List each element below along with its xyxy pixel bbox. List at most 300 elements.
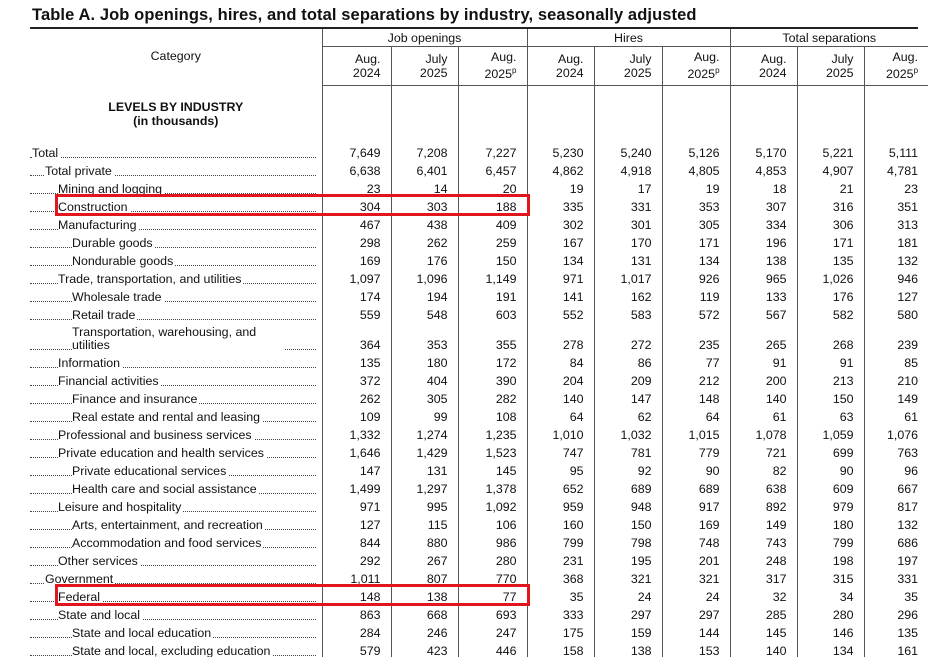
value-cell: 668 [391,604,458,622]
column-header-period: Aug. [761,52,787,66]
row-label-text: Trade, transportation, and utilities [58,272,242,286]
value-cell: 34 [797,586,864,604]
row-label-text: Financial activities [58,374,159,388]
value-cell: 95 [527,460,594,478]
column-header-year-value: 2025 [886,67,914,82]
value-cell: 971 [527,268,594,286]
column-header-year [459,64,517,81]
column-header-year [595,66,652,80]
value-cell: 35 [527,586,594,604]
row-label [30,232,322,250]
value-cell: 132 [864,250,928,268]
value-cell: 699 [797,442,864,460]
value-cell: 278 [527,322,594,352]
value-cell: 268 [797,322,864,352]
row-label [30,406,322,424]
table-body [30,86,928,657]
value-cell: 1,078 [730,424,797,442]
value-cell: 1,017 [594,268,662,286]
preliminary-marker: p [512,66,517,76]
row-label-text: Finance and insurance [72,392,198,406]
data-table [30,29,928,657]
value-cell: 140 [730,640,797,657]
row-label-text: Real estate and rental and leasing [72,410,261,424]
value-cell: 307 [730,196,797,214]
value-cell: 721 [730,442,797,460]
row-label [30,388,322,406]
value-cell: 265 [730,322,797,352]
column-header-year-value: 2024 [758,66,787,80]
value-cell: 32 [730,586,797,604]
value-cell: 305 [662,214,730,232]
value-cell: 965 [730,268,797,286]
value-cell: 23 [322,178,391,196]
table-row [30,286,928,304]
value-cell: 127 [322,514,391,532]
value-cell: 1,092 [458,496,527,514]
value-cell: 77 [458,586,527,604]
value-cell: 303 [391,196,458,214]
value-cell: 195 [594,550,662,568]
value-cell: 109 [322,406,391,424]
column-header [730,47,797,86]
value-cell: 212 [662,370,730,388]
value-cell: 201 [662,550,730,568]
value-cell: 372 [322,370,391,388]
table-row [30,478,928,496]
value-cell: 331 [594,196,662,214]
value-cell: 14 [391,178,458,196]
row-label [30,532,322,550]
value-cell: 292 [322,550,391,568]
value-cell: 7,227 [458,142,527,160]
row-label [30,424,322,442]
value-cell: 5,221 [797,142,864,160]
column-header-year-value: 2025 [825,66,854,80]
value-cell: 917 [662,496,730,514]
value-cell: 90 [797,460,864,478]
row-label [30,250,322,268]
row-label [30,370,322,388]
value-cell: 946 [864,268,928,286]
value-cell: 7,649 [322,142,391,160]
value-cell: 689 [594,478,662,496]
value-cell: 926 [662,268,730,286]
row-label-text: Government [45,572,114,586]
value-cell: 7,208 [391,142,458,160]
value-cell: 247 [458,622,527,640]
value-cell: 272 [594,322,662,352]
column-header-year [798,66,854,80]
value-cell: 19 [662,178,730,196]
value-cell: 971 [322,496,391,514]
table-row [30,460,928,478]
row-label [30,460,322,478]
value-cell: 446 [458,640,527,657]
value-cell: 106 [458,514,527,532]
column-header-year-value: 2024 [352,66,381,80]
value-cell: 5,230 [527,142,594,160]
row-label-text: Private educational services [72,464,227,478]
value-cell: 175 [527,622,594,640]
value-cell: 141 [527,286,594,304]
value-cell: 196 [730,232,797,250]
value-cell: 1,015 [662,424,730,442]
value-cell: 284 [322,622,391,640]
row-label-text: Construction [58,200,128,214]
row-label-text: Other services [58,554,138,568]
value-cell: 248 [730,550,797,568]
value-cell: 138 [391,586,458,604]
value-cell: 1,274 [391,424,458,442]
value-cell: 302 [527,214,594,232]
value-cell: 135 [864,622,928,640]
value-cell: 160 [527,514,594,532]
table-row [30,232,928,250]
column-header-year [865,64,919,81]
column-header [391,47,458,86]
value-cell: 4,907 [797,160,864,178]
value-cell: 807 [391,568,458,586]
value-cell: 213 [797,370,864,388]
value-cell: 180 [797,514,864,532]
value-cell: 548 [391,304,458,322]
row-label-text: Federal [58,590,101,604]
value-cell: 259 [458,232,527,250]
value-cell: 209 [594,370,662,388]
value-cell: 297 [662,604,730,622]
row-label-text: Private education and health services [58,446,264,460]
value-cell: 20 [458,178,527,196]
value-cell: 149 [730,514,797,532]
value-cell: 368 [527,568,594,586]
value-cell: 1,499 [322,478,391,496]
column-header [527,47,594,86]
value-cell: 99 [391,406,458,424]
row-label [30,214,322,232]
value-cell: 799 [797,532,864,550]
value-cell: 150 [458,250,527,268]
value-cell: 1,149 [458,268,527,286]
column-header [458,47,527,86]
value-cell: 115 [391,514,458,532]
value-cell: 280 [797,604,864,622]
row-label-text: Mining and logging [58,182,163,196]
value-cell: 844 [322,532,391,550]
row-label-text: Manufacturing [58,218,137,232]
preliminary-marker: p [715,66,720,76]
value-cell: 297 [594,604,662,622]
value-cell: 305 [391,388,458,406]
value-cell: 567 [730,304,797,322]
value-cell: 134 [797,640,864,657]
table-row [30,604,928,622]
value-cell: 149 [864,388,928,406]
value-cell: 82 [730,460,797,478]
column-header-period: July [831,52,854,66]
value-cell: 148 [322,586,391,604]
value-cell: 188 [458,196,527,214]
category-header: Category [150,49,201,63]
row-label-text: Total [32,146,59,160]
value-cell: 64 [527,406,594,424]
value-cell: 267 [391,550,458,568]
column-header-period: Aug. [355,52,381,66]
value-cell: 306 [797,214,864,232]
column-header [662,47,730,86]
value-cell: 331 [864,568,928,586]
value-cell: 197 [864,550,928,568]
value-cell: 693 [458,604,527,622]
column-header [322,47,391,86]
row-label [30,142,322,160]
value-cell: 96 [864,460,928,478]
value-cell: 148 [662,388,730,406]
row-label [30,622,322,640]
value-cell: 1,429 [391,442,458,460]
value-cell: 304 [322,196,391,214]
value-cell: 210 [864,370,928,388]
value-cell: 609 [797,478,864,496]
row-label [30,160,322,178]
value-cell: 603 [458,304,527,322]
table-row [30,442,928,460]
value-cell: 4,918 [594,160,662,178]
column-header-year-value: 2025 [419,66,448,80]
row-label [30,550,322,568]
group-header-hires: Hires [527,29,730,47]
row-label [30,268,322,286]
value-cell: 132 [864,514,928,532]
value-cell: 552 [527,304,594,322]
value-cell: 6,457 [458,160,527,178]
column-header-period: Aug. [558,52,584,66]
value-cell: 239 [864,322,928,352]
column-header-period: July [629,52,652,66]
preliminary-marker: p [913,66,919,76]
value-cell: 131 [391,460,458,478]
row-label-text: Information [58,356,120,370]
leader-dots [30,157,316,158]
value-cell: 353 [662,196,730,214]
value-cell: 153 [662,640,730,657]
value-cell: 4,853 [730,160,797,178]
column-header [864,47,928,86]
column-header-period: July [425,52,448,66]
row-label-text: Retail trade [72,308,136,322]
value-cell: 5,111 [864,142,928,160]
row-label-text: Total private [45,164,112,178]
value-cell: 135 [322,352,391,370]
column-header-period: Aug. [491,50,517,65]
value-cell: 127 [864,286,928,304]
value-cell: 1,059 [797,424,864,442]
value-cell: 1,011 [322,568,391,586]
value-cell: 748 [662,532,730,550]
value-cell: 1,332 [322,424,391,442]
column-header-period: Aug. [892,50,919,65]
value-cell: 638 [730,478,797,496]
column-header-year-value: 2025 [623,66,652,80]
value-cell: 747 [527,442,594,460]
row-label-text: Nondurable goods [72,254,174,268]
section-title: LEVELS BY INDUSTRY [108,99,244,114]
value-cell: 6,638 [322,160,391,178]
value-cell: 140 [527,388,594,406]
value-cell: 781 [594,442,662,460]
value-cell: 146 [797,622,864,640]
value-cell: 355 [458,322,527,352]
value-cell: 1,235 [458,424,527,442]
value-cell: 262 [322,388,391,406]
row-label-text: Arts, entertainment, and recreation [72,518,263,532]
value-cell: 1,032 [594,424,662,442]
row-label [30,478,322,496]
value-cell: 298 [322,232,391,250]
value-cell: 135 [797,250,864,268]
row-label [30,304,322,322]
row-label-text: Professional and business services [58,428,252,442]
column-header-year-value: 2025 [484,67,513,82]
value-cell: 161 [864,640,928,657]
row-label-text: State and local, excluding education [72,644,271,657]
value-cell: 147 [322,460,391,478]
value-cell: 191 [458,286,527,304]
row-label-text: Wholesale trade [72,290,162,304]
value-cell: 351 [864,196,928,214]
value-cell: 317 [730,568,797,586]
row-label-text: State and local education [72,626,212,640]
row-label [30,496,322,514]
value-cell: 580 [864,304,928,322]
value-cell: 390 [458,370,527,388]
value-cell: 167 [527,232,594,250]
group-header-total-separations: Total separations [730,29,928,47]
row-label [30,352,322,370]
value-cell: 231 [527,550,594,568]
value-cell: 579 [322,640,391,657]
value-cell: 180 [391,352,458,370]
value-cell: 5,240 [594,142,662,160]
value-cell: 147 [594,388,662,406]
column-header-year [392,66,448,80]
value-cell: 169 [322,250,391,268]
value-cell: 1,523 [458,442,527,460]
table-row [30,514,928,532]
value-cell: 5,126 [662,142,730,160]
table-title: Table A. Job openings, hires, and total separations by industry, seasonally adjusted [32,6,697,24]
value-cell: 198 [797,550,864,568]
row-label [30,640,322,657]
column-header-period: Aug. [694,50,720,65]
value-cell: 61 [864,406,928,424]
value-cell: 64 [662,406,730,424]
table-row [30,160,928,178]
value-cell: 353 [391,322,458,352]
column-header-year [528,66,584,80]
table-row [30,424,928,442]
value-cell: 35 [864,586,928,604]
value-cell: 880 [391,532,458,550]
value-cell: 582 [797,304,864,322]
value-cell: 817 [864,496,928,514]
value-cell: 204 [527,370,594,388]
value-cell: 21 [797,178,864,196]
value-cell: 235 [662,322,730,352]
table-row [30,640,928,657]
row-label [30,322,322,352]
value-cell: 63 [797,406,864,424]
table-row [30,550,928,568]
value-cell: 145 [458,460,527,478]
table-row [30,250,928,268]
value-cell: 1,646 [322,442,391,460]
highlight-box [55,584,530,606]
value-cell: 119 [662,286,730,304]
value-cell: 91 [730,352,797,370]
row-label-text: State and local [58,608,140,622]
value-cell: 986 [458,532,527,550]
column-header-year [731,66,787,80]
highlight-box [55,194,530,216]
value-cell: 19 [527,178,594,196]
value-cell: 144 [662,622,730,640]
value-cell: 313 [864,214,928,232]
value-cell: 779 [662,442,730,460]
value-cell: 285 [730,604,797,622]
value-cell: 91 [797,352,864,370]
table-row [30,532,928,550]
value-cell: 1,096 [391,268,458,286]
value-cell: 995 [391,496,458,514]
value-cell: 423 [391,640,458,657]
row-label-text: Transportation, warehousing, and utilities [72,326,284,352]
value-cell: 246 [391,622,458,640]
table-row [30,352,928,370]
value-cell: 181 [864,232,928,250]
column-header [797,47,864,86]
value-cell: 138 [730,250,797,268]
value-cell: 1,026 [797,268,864,286]
row-label [30,442,322,460]
value-cell: 1,010 [527,424,594,442]
section-subtitle: (in thousands) [133,113,219,128]
value-cell: 170 [594,232,662,250]
value-cell: 86 [594,352,662,370]
row-label [30,604,322,622]
table-row [30,370,928,388]
value-cell: 583 [594,304,662,322]
value-cell: 262 [391,232,458,250]
value-cell: 301 [594,214,662,232]
value-cell: 572 [662,304,730,322]
column-header-year [323,66,381,80]
value-cell: 892 [730,496,797,514]
value-cell: 133 [730,286,797,304]
value-cell: 863 [322,604,391,622]
value-cell: 316 [797,196,864,214]
value-cell: 131 [594,250,662,268]
value-cell: 335 [527,196,594,214]
table-row [30,304,928,322]
value-cell: 84 [527,352,594,370]
value-cell: 404 [391,370,458,388]
value-cell: 5,170 [730,142,797,160]
value-cell: 85 [864,352,928,370]
value-cell: 4,862 [527,160,594,178]
value-cell: 948 [594,496,662,514]
value-cell: 321 [662,568,730,586]
